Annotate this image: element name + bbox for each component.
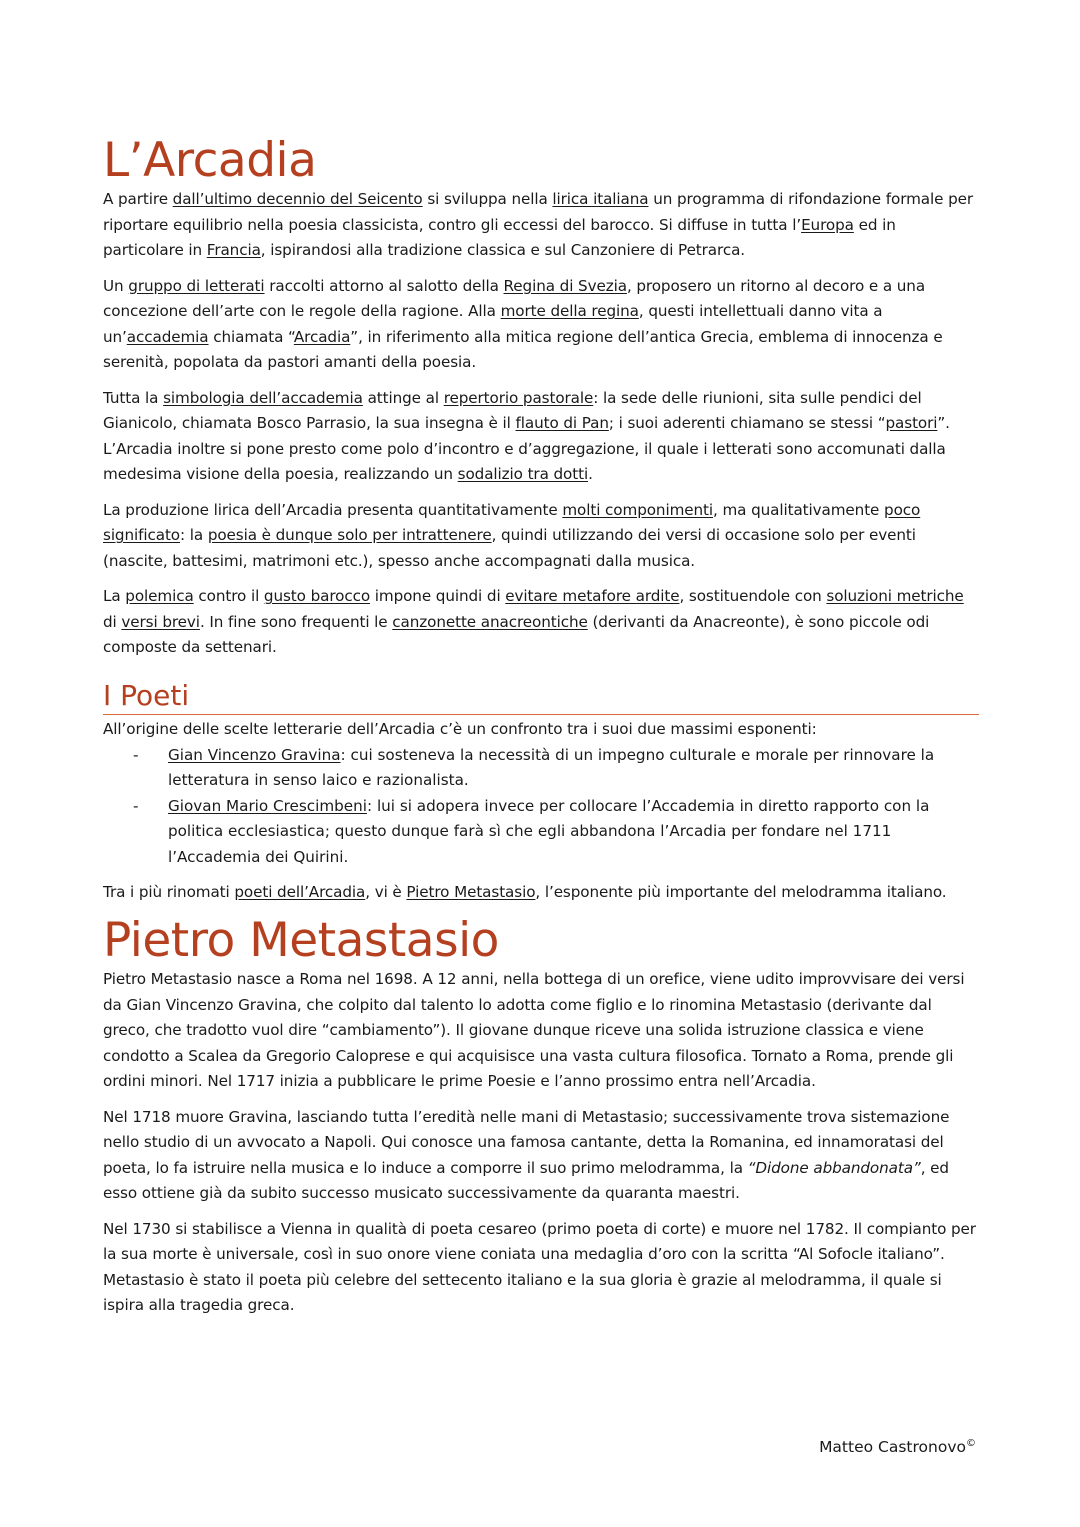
paragraph-metastasio-1: Pietro Metastasio nasce a Roma nel 1698. A 12 anni, nella bottega di un orefice, viene udito improvvisare dei versi da Gian Vincenzo Gravina, che colpito dal talento lo adotta come figlio e lo rinomina Metastasio (derivante dal greco, che tradotto vuol dire “cambiamento”). Il giovane dunque riceve una solida istruzione classica e viene condotto a Scalea da Gregorio Caloprese e qui acquisisce una vasta cultura filosofica. Tornato a Roma, prende gli ordini minori. Nel 1717 inizia a pubblicare le prime Poesie e l’anno prossimo entra nell’Arcadia.	[103, 970, 965, 1091]
paragraph-poeti-intro: All’origine delle scelte letterarie dell’Arcadia c’è un confronto tra i suoi due massimi esponenti:	[103, 720, 817, 739]
text: , questi intellettuali danno vita a un’	[103, 302, 883, 346]
text: Un	[103, 276, 129, 295]
underlined-term: poeti dell’Arcadia	[234, 883, 366, 902]
text: un programma di rifondazione formale per riportare equilibrio nella poesia classicista, contro gli eccessi del barocco. Si diffuse in tutta l’	[103, 190, 974, 234]
title-metastasio: Pietro Metastasio	[103, 912, 499, 968]
text: , l’esponente più importante del melodramma italiano.	[535, 883, 947, 902]
text: : la sede delle riunioni, sita sulle pendici del Gianicolo, chiamata Bosco Parrasio, la sua insegna è il	[103, 388, 922, 433]
text: ”, in riferimento alla mitica regione dell’antica Grecia, emblema di innocenza e serenità, popolata da pastori amanti della poesia.	[103, 327, 943, 372]
paragraph-intro-3	[103, 386, 979, 488]
underlined-term: evitare metafore ardite	[505, 587, 680, 606]
text: ; i suoi aderenti chiamano se stessi “	[608, 414, 886, 433]
text: , sostituendole con	[679, 587, 827, 606]
underlined-term: Francia	[206, 241, 261, 260]
underlined-term: pastori	[885, 414, 938, 433]
underlined-term: repertorio pastorale	[443, 388, 594, 407]
text: Nel 1718 muore Gravina, lasciando tutta l’eredità nelle mani di Metastasio; successivamente trova sistemazione nello studio di un avvocato a Napoli. Qui conosce una famosa cantante, detta la Romanina, ed innamoratasi del poeta, lo fa istruire nella musica e lo induce a comporre il suo primo melodramma, la	[103, 1107, 950, 1177]
heading-poeti: I Poeti	[103, 679, 979, 716]
text: si sviluppa nella	[422, 190, 553, 209]
underlined-term: sodalizio tra dotti	[457, 465, 589, 484]
copyright-mark: ©	[966, 1438, 976, 1449]
text: . In fine sono frequenti le	[199, 612, 393, 631]
footer-author	[819, 1438, 976, 1456]
underlined-term: gusto barocco	[263, 587, 371, 606]
text: impone quindi di	[370, 587, 506, 606]
text: , vi è	[365, 883, 407, 902]
underlined-term: flauto di Pan	[515, 414, 609, 433]
underlined-term: morte della regina	[500, 302, 639, 321]
underlined-term: Gian Vincenzo Gravina	[168, 745, 341, 764]
paragraph-intro-1	[103, 187, 979, 264]
text: chiamata “	[208, 327, 294, 346]
underlined-term: lirica italiana	[552, 190, 649, 209]
text: di	[103, 612, 122, 631]
underlined-term: soluzioni metriche	[826, 587, 964, 606]
paragraph-poeti-closing	[103, 880, 979, 906]
underlined-term: simbologia dell’accademia	[163, 388, 363, 407]
poeti-list	[103, 743, 979, 871]
paragraph-intro-5	[103, 584, 979, 661]
text: ed in particolare in	[103, 215, 896, 260]
text: , ed esso ottiene già da subito successo musicato successivamente da quaranta maestri.	[103, 1158, 949, 1203]
document-page	[103, 128, 979, 1329]
underlined-term: molti componimenti	[562, 500, 714, 519]
underlined-term: versi brevi	[121, 612, 200, 631]
underlined-term: poesia è dunque solo per intrattenere	[207, 526, 492, 545]
dash-bullet: -	[133, 796, 139, 815]
text: ”. L’Arcadia inoltre si pone presto come polo d’incontro e d’aggregazione, il quale i letterati sono accomunati dalla medesima visione della poesia, realizzando un	[103, 414, 950, 484]
text: (derivanti da Anacreonte), è sono piccole odi composte da settenari.	[103, 612, 930, 657]
text: A partire	[103, 190, 173, 209]
text: : lui si adopera invece per collocare l’Accademia in diretto rapporto con la politica ecclesiastica; questo dunque farà sì che egli abbandona l’Arcadia per fondare nel 1711 l’Accademia dei Quirini.	[168, 796, 930, 866]
underlined-term: polemica	[125, 587, 194, 606]
paragraph-intro-4	[103, 498, 979, 575]
list-item	[103, 743, 979, 794]
underlined-term: accademia	[126, 327, 209, 346]
title-arcadia: L’Arcadia	[103, 133, 317, 188]
text: Tra i più rinomati	[103, 883, 235, 902]
underlined-term: Arcadia	[293, 327, 351, 346]
text: attinge al	[362, 388, 444, 407]
author-name: Matteo Castronovo	[819, 1438, 966, 1457]
paragraph-metastasio-2	[103, 1105, 979, 1207]
underlined-term: canzonette anacreontiche	[392, 612, 588, 631]
underlined-term: poco significato	[103, 500, 921, 545]
text: Tutta la	[103, 388, 164, 407]
text: .	[588, 465, 593, 484]
dash-bullet: -	[133, 745, 139, 764]
text: : la	[180, 526, 208, 545]
underlined-term: gruppo di letterati	[128, 276, 265, 295]
italic-title: “Didone abbandonata”	[747, 1158, 921, 1177]
paragraph-metastasio-3: Nel 1730 si stabilisce a Vienna in qualità di poeta cesareo (primo poeta di corte) e muore nel 1782. Il compianto per la sua morte è universale, così in suo onore viene coniata una medaglia d’oro con la scritta “Al Sofocle italiano”. Metastasio è stato il poeta più celebre del settecento italiano e la sua gloria è grazie al melodramma, il quale si ispira alla tragedia greca.	[103, 1219, 976, 1315]
text: La produzione lirica dell’Arcadia presenta quantitativamente	[103, 500, 563, 519]
text: , ispirandosi alla tradizione classica e sul Canzoniere di Petrarca.	[260, 241, 746, 260]
underlined-term: Pietro Metastasio	[406, 883, 536, 902]
text: , proposero un ritorno al decoro e a una concezione dell’arte con le regole della ragione. Alla	[103, 276, 926, 321]
underlined-term: Giovan Mario Crescimbeni	[168, 796, 367, 815]
underlined-term: Regina di Svezia	[503, 276, 627, 295]
list-item	[103, 794, 979, 871]
text: , ma qualitativamente	[713, 500, 885, 519]
paragraph-intro-2	[103, 274, 979, 376]
text: La	[103, 587, 126, 606]
text: : cui sosteneva la necessità di un impegno culturale e morale per rinnovare la letteratura in senso laico e razionalista.	[168, 745, 935, 790]
underlined-term: dall’ultimo decennio del Seicento	[172, 190, 423, 209]
text: contro il	[193, 587, 264, 606]
text: , quindi utilizzando dei versi di occasione solo per eventi (nascite, battesimi, matrimoni etc.), spesso anche accompagnati dalla musica.	[103, 526, 916, 570]
text: raccolti attorno al salotto della	[264, 276, 504, 295]
underlined-term: Europa	[801, 215, 854, 234]
